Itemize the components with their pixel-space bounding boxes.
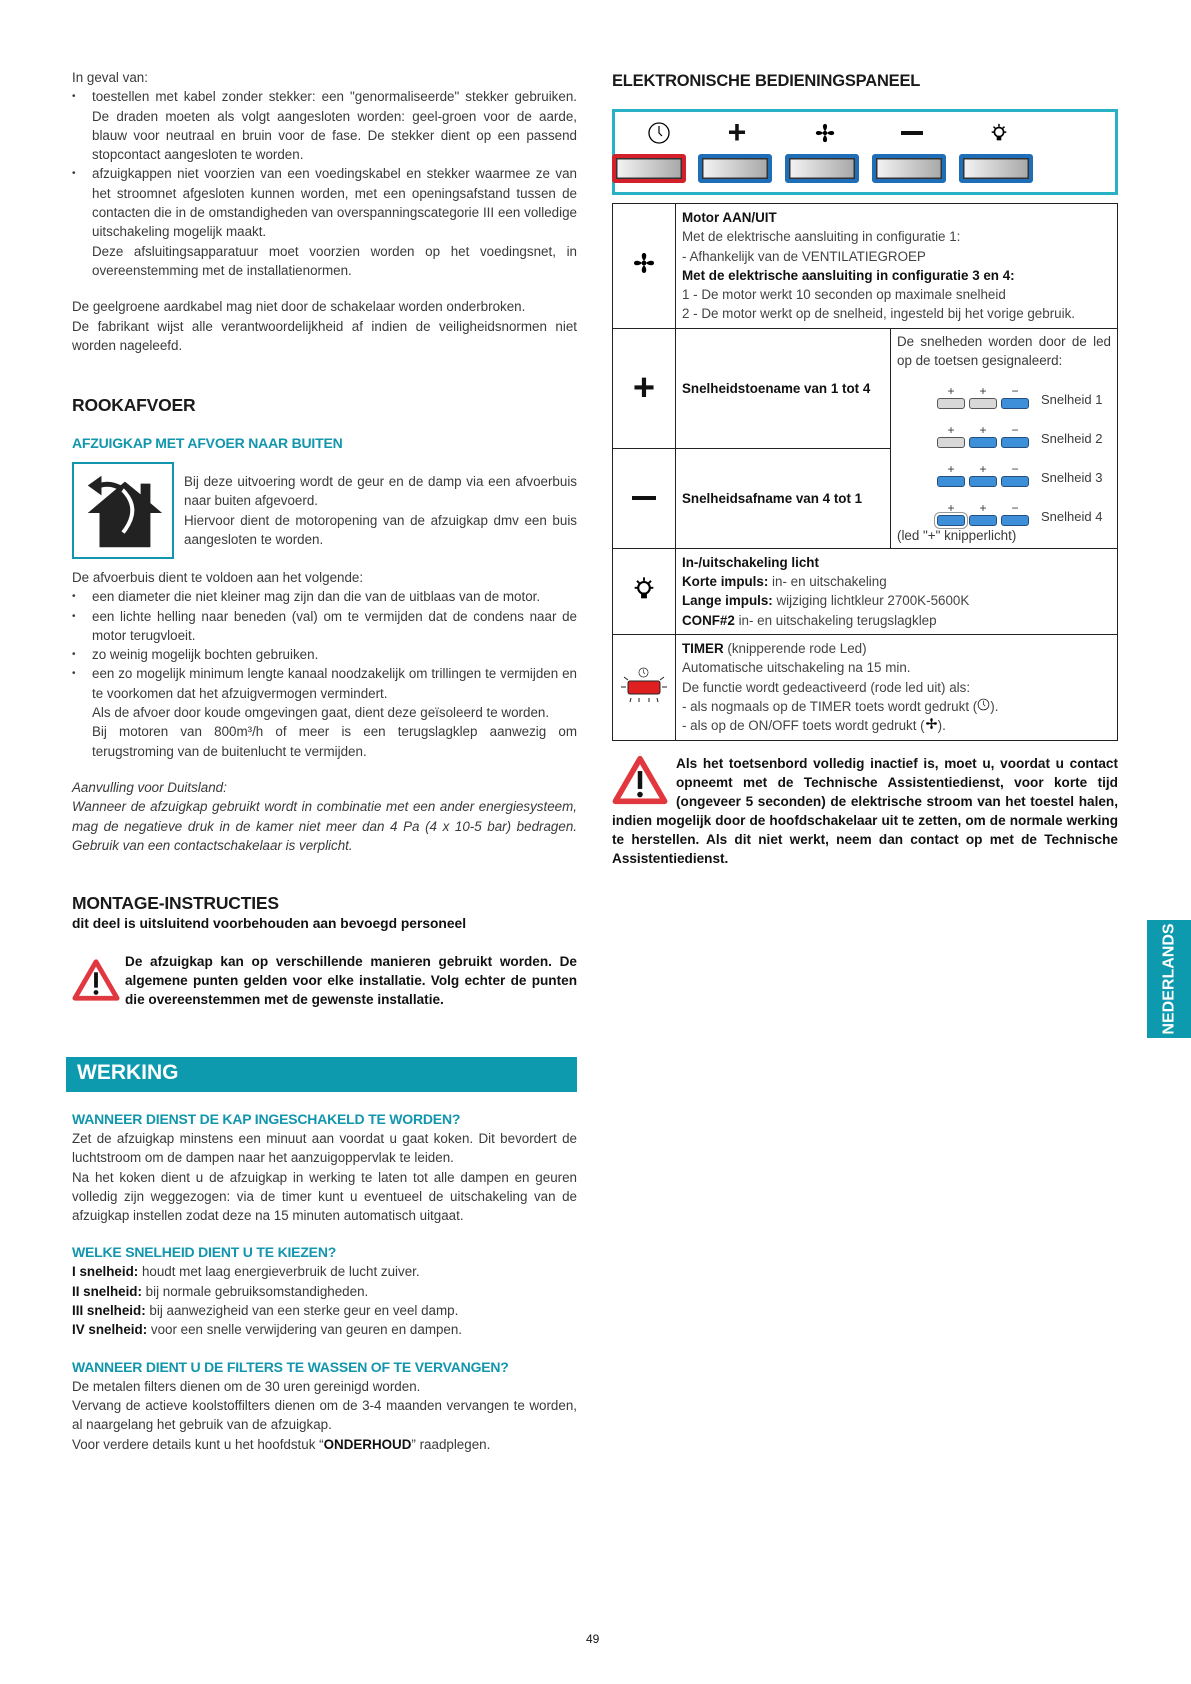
exhaust-description [184,472,577,549]
speed-indicator-legend: De snelheden worden door de led op de toetsen gesignaleerd: + + − Snelheid 1 + + − Snelheid 2 + + − Snelheid 3 + + − Snelheid 4 (led "+" knipperlicht) [891,328,1118,548]
when-on-heading: WANNEER DIENST DE KAP INGESCHAKELD TE WORDEN? [72,1111,461,1127]
speed-item: IV snelheid: voor een snelle verwijdering van geuren en dampen. [72,1322,463,1338]
exhaust-text-1: Bij deze uitvoering wordt de geur en de damp via een afvoerbuis naar buiten afgevoerd. [184,474,577,509]
speed-item: I snelheid: houdt met laag energieverbruik de lucht zuiver. [72,1264,420,1280]
requirement-item: • zo weinig mogelijk bochten gebruiken. [72,645,577,664]
intro-bullet: • afzuigkappen niet voorzien van een voedingskabel en stekker waarmee ze van het stroomnet afgesloten kunnen worden, met een openingsafstand tussen de contacten die in de omstandigheden van overspanningscategorie III een volledige uitschakeling mogelijk maakt. [72,164,577,241]
requirement-item: • een diameter die niet kleiner mag zijn dan die van de uitblaas van de motor. [72,587,577,606]
werking-banner: WERKING [66,1057,577,1092]
requirement-item: • een lichte helling naar beneden (val) om te vermijden dat de condens naar de motor terugvloeit. [72,607,577,646]
speed-label: Snelheid 3 [1041,470,1103,486]
led-key: + [937,425,965,448]
table-row-timer: TIMER (knipperende rode Led) Automatische uitschakeling na 15 min. De functie wordt gedeactiveerd (rode led uit) als: - als nogmaals op de TIMER toets wordt gedrukt ( ). - als op de ON/OFF toets wordt gedrukt ( ). [613,634,1118,740]
when-on-text-2: Na het koken dient u de afzuigkap in werking te laten tot alle dampen en geuren volledig zijn weggezogen: via de timer kunt u eventueel de uitschakeling van de afzuigkap instellen zodat deze na 15 minuten automatisch uitgaat. [72,1169,577,1224]
light-bulb-icon [613,548,676,634]
control-functions-table [612,203,1118,741]
speed-item: II snelheid: bij normale gebruiksomstandigheden. [72,1283,369,1299]
when-on-text-1: Zet de afzuigkap minstens een minuut aan voordat u gaat koken. Dit bevordert de luchtstroom om de dampen naar het aanzuigoppervlak te leiden. [72,1131,577,1166]
keyboard-inactive-warning: Als het toetsenbord volledig inactief is, moet u, voordat u contact opneemt met de Technische Assistentiedienst, voor korte tijd (ongeveer 5 seconden) de elektrische stroom van het toestel halen, indien mogelijk door de hoofdschakelaar uit te zetten, om de normale werking te herstellen. Als dit niet werkt, neem dan contact op met de Technische Assistentiedienst. [612,756,1118,866]
led-key: + [937,503,965,526]
plus-icon: + [727,114,747,151]
exhaust-text-2: Hiervoor dient de motoropening van de afzuigkap dmv een buis aangesloten te worden. [184,512,577,547]
house-exhaust-icon [72,462,174,559]
speed-indicator-row [897,409,1111,448]
filters-text-2: Vervang de actieve koolstoffilters dienen om de 3-4 maanden vervangen te worden, al naargelang het gebruik van de afzuigkap. [72,1397,577,1433]
led-key: + [969,503,997,526]
fan-icon [810,120,840,146]
insulation-note: Als de afvoer door koude omgevingen gaat, dient deze geïsoleerd te worden. [92,705,550,721]
requirement-item: • een zo mogelijk minimum lengte kanaal noodzakelijk om trillingen te vermijden en te voorkomen dat het afzuigvermogen vermindert. [72,664,577,703]
montage-warning: De afzuigkap kan op verschillende manieren gebruikt worden. De algemene punten gelden voor elke installatie. Volg echter de punten die overeenstemmen met de gewenste installatie. [125,954,577,1007]
minus-icon [613,448,676,548]
check-valve-note: Bij motoren van 800m³/h of meer is een terugslagklep aanwezig om terugstroming van de buitenlucht te vermijden. [92,724,577,759]
speed-indicator-row [897,370,1111,409]
light-button [959,154,1033,183]
germany-text: Wanneer de afzuigkap gebruikt wordt in combinatie met een ander energiesysteem, mag de negatieve druk in de kamer niet meer dan 4 Pa (4 x 10-5 bar) bedragen. Gebruik van een contactschakelaar is verplicht. [72,799,577,853]
montage-subtitle: dit deel is uitsluitend voorbehouden aan bevoegd personeel [72,916,467,931]
led-key: − [1001,386,1029,409]
intro-text: In geval van: [72,70,148,85]
fan-icon [613,204,676,329]
germany-title: Aanvulling voor Duitsland: [72,779,227,795]
montage-heading: MONTAGE-INSTRUCTIES [72,893,279,913]
led-key: − [1001,425,1029,448]
minus-icon [897,120,927,146]
electrical-connection-section [72,68,577,355]
speed-label: Snelheid 1 [1041,392,1103,408]
led-key: + [969,464,997,487]
intro-note: Deze afsluitingsapparatuur moet voorzien worden op het voedingsnet, in overeenstemming met de installatienormen. [92,243,577,278]
table-row-plus: + Snelheidstoename van 1 tot 4 De snelheden worden door de led op de toetsen gesignaleerd: + + − Snelheid 1 + + − Snelheid 2 + + − Snelheid 3 + + − Snelheid 4 (led "+" knipperlicht) [613,328,1118,448]
led-key: + [969,425,997,448]
page-number: 49 [586,1632,600,1646]
filters-heading: WANNEER DIENT U DE FILTERS TE WASSEN OF TE VERVANGEN? [72,1358,509,1375]
timer-clock-icon [644,120,674,146]
led-key: + [969,386,997,409]
table-row-minus: Snelheidsafname van 4 tot 1 [613,448,1118,548]
liability-note: De fabrikant wijst alle verantwoordelijkheid af indien de veiligheidsnormen niet worden nageleefd. [72,318,577,353]
timer-button [612,154,686,183]
timer-clock-icon [977,698,990,711]
filters-text-1: De metalen filters dienen om de 30 uren gereinigd worden. [72,1378,421,1394]
duct-requirements [72,568,577,855]
table-row-light: In-/uitschakeling licht Korte impuls: in- en uitschakeling Lange impuls: wijziging lichtkleur 2700K-5600K CONF#2 in- en uitschakeling terugslagklep [613,548,1118,634]
speed-label: Snelheid 4 [1041,509,1103,525]
led-key: + [937,386,965,409]
fan-button [785,154,859,183]
werking-section [72,1110,577,1454]
language-tab: NEDERLANDS [1147,920,1191,1038]
led-key: − [1001,503,1029,526]
control-panel-diagram [612,109,1118,195]
speed-label: Snelheid 2 [1041,431,1103,447]
minus-button [872,154,946,183]
filters-text-3: Voor verdere details kunt u het hoofdstuk “ONDERHOUD” raadplegen. [72,1436,491,1452]
blinking-timer-led-icon [613,634,676,740]
plus-button [698,154,772,183]
intro-bullet: • toestellen met kabel zonder stekker: een "genormaliseerde" stekker gebruiken. De draden moeten als volgt aangesloten worden: geel-groen voor de aarde, blauw voor neutraal en bruin voor de fase. De stekker dient op een passend stopcontact aangesloten te worden. [72,87,577,164]
led-key: + [937,464,965,487]
light-bulb-icon [984,120,1014,146]
led-key: − [1001,464,1029,487]
speed-indicator-row [897,487,1111,526]
control-panel-heading: ELEKTRONISCHE BEDIENINGSPANEEL [612,72,921,90]
plus-icon: + [613,328,676,448]
speed-indicator-row [897,448,1111,487]
exhaust-subheading: AFZUIGKAP MET AFVOER NAAR BUITEN [72,435,343,451]
ground-note: De geelgroene aardkabel mag niet door de schakelaar worden onderbroken. [72,299,526,315]
fan-icon [925,717,938,730]
speed-item: III snelheid: bij aanwezigheid van een sterke geur en veel damp. [72,1303,459,1319]
requirements-intro: De afvoerbuis dient te voldoen aan het volgende: [72,570,364,585]
speed-heading: WELKE SNELHEID DIENT U TE KIEZEN? [72,1244,337,1261]
warning-icon [72,958,120,1002]
table-row-motor: Motor AAN/UIT Met de elektrische aansluiting in configuratie 1: - Afhankelijk van de VENTILATIEGROEP Met de elektrische aansluiting in configuratie 3 en 4: 1 - De motor werkt 10 seconden op maximale snelheid 2 - De motor werkt op de snelheid, ingesteld bij het vorige gebruik. [613,204,1118,329]
rookafvoer-heading: ROOKAFVOER [72,395,196,415]
